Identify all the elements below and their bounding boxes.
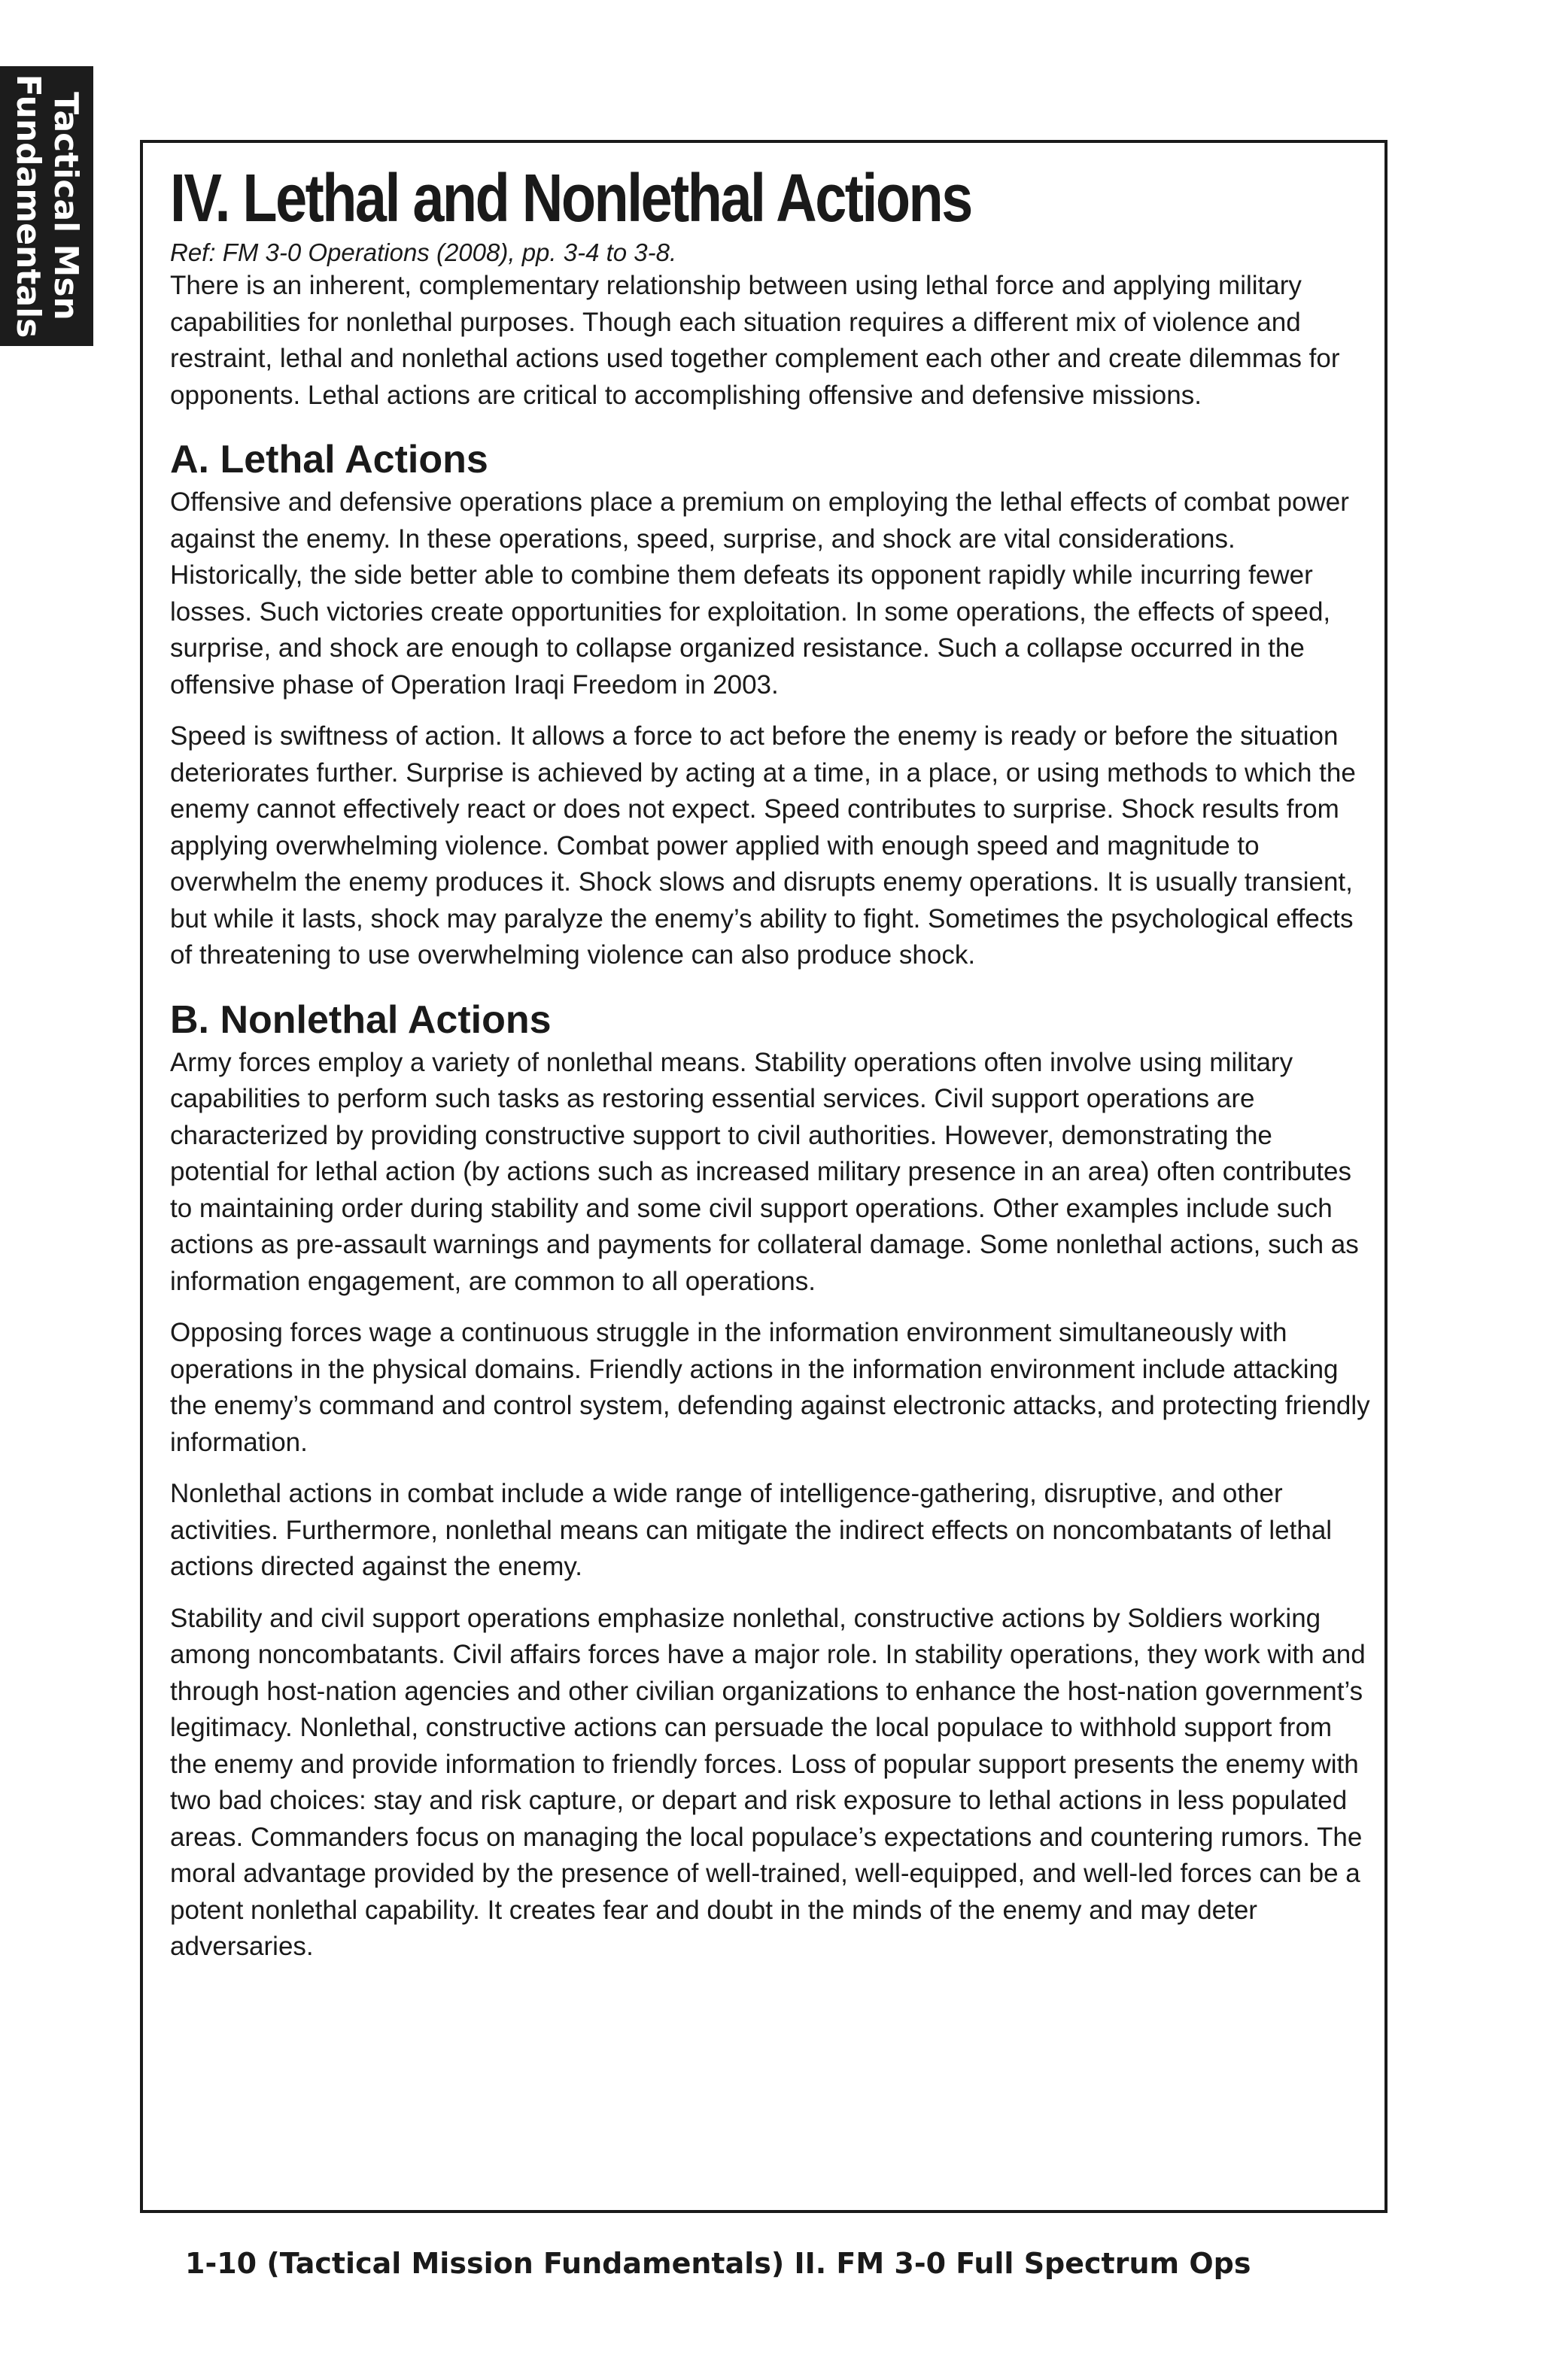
section-a-paragraph: Speed is swiftness of action. It allows a force to act before the enemy is ready or before the situation deteriorates further. Surprise is achieved by acting at a time, in a place, or using methods to which the enemy cannot effectively react or does not expect. Speed contributes to surprise. Shock results from applying overwhelming violence. Combat power applied with enough speed and magnitude to overwhelm the enemy produces it. Shock slows and disrupts enemy operations. It is usually transient, but while it lasts, shock may paralyze the enemy’s ability to fight. Sometimes the psychological effects of threatening to use overwhelming violence can also produce shock.	[170, 721, 1356, 970]
section-b-paragraph: Nonlethal actions in combat include a wide range of intelligence-gathering, disruptive, and other activities. Furthermore, nonlethal means can mitigate the indirect effects on noncombatants of lethal actions directed against the enemy.	[170, 1479, 1333, 1581]
section-b-heading: B. Nonlethal Actions	[170, 997, 552, 1042]
side-tab-line1: Tactical Msn	[47, 92, 85, 320]
section-a-heading: A. Lethal Actions	[170, 438, 488, 481]
section-b-paragraph: Army forces employ a variety of nonlethal means. Stability operations often involve using military capabilities to perform such tasks as restoring essential services. Civil support operations are characterized by providing constructive support to civil authorities. However, demonstrating the potential for lethal action (by actions such as increased military presence in an area) often contributes to maintaining order during stability and some civil support operations. Other examples include such actions as pre-assault warnings and payments for collateral damage. Some nonlethal actions, such as information engagement, are common to all operations.	[170, 1047, 1359, 1296]
section-b-paragraph: Stability and civil support operations emphasize nonlethal, constructive actions by Soldiers working among noncombatants. Civil affairs forces have a major role. In stability operations, they work with and through host-nation agencies and other civilian organizations to enhance the host-nation government’s legitimacy. Nonlethal, constructive actions can persuade the local populace to withhold support from the enemy and provide information to friendly forces. Loss of popular support presents the enemy with two bad choices: stay and risk capture, or depart and risk exposure to lethal actions in less populated areas. Commanders focus on managing the local populace’s expectations and countering rumors. The moral advantage provided by the presence of well-trained, well-equipped, and well-led forces can be a potent nonlethal capability. It creates fear and doubt in the minds of the enemy and may deter adversaries.	[170, 1603, 1366, 1961]
section-b-paragraph: Opposing forces wage a continuous struggle in the information environment simultaneously with operations in the physical domains. Friendly actions in the information environment include attacking the enemy’s command and control system, defending against electronic attacks, and protecting friendly information.	[170, 1318, 1370, 1457]
section-a-paragraph: Offensive and defensive operations place a premium on employing the lethal effects of combat power against the enemy. In these operations, speed, surprise, and shock are vital considerations. Historically, the side better able to combine them defeats its opponent rapidly while incurring fewer losses. Such victories create opportunities for exploitation. In some operations, the effects of speed, surprise, and shock are enough to collapse organized resistance. Such a collapse occurred in the offensive phase of Operation Iraqi Freedom in 2003.	[170, 487, 1349, 700]
reference-line: Ref: FM 3-0 Operations (2008), pp. 3-4 to 3-8.	[170, 238, 677, 266]
intro-paragraph: There is an inherent, complementary relationship between using lethal force and applying military capabilities for nonlethal purposes. Though each situation requires a different mix of violence and restraint, lethal and nonlethal actions used together complement each other and create dilemmas for opponents. Lethal actions are critical to accomplishing offensive and defensive missions.	[170, 271, 1340, 410]
side-tab-label	[9, 66, 84, 346]
side-tab	[0, 66, 93, 346]
page-footer: 1-10 (Tactical Mission Fundamentals) II. FM 3-0 Full Spectrum Ops	[185, 2247, 1251, 2280]
page-title: IV. Lethal and Nonlethal Actions	[170, 161, 971, 236]
side-tab-line2: Fundamentals	[9, 74, 47, 338]
page-content	[170, 162, 1371, 1981]
